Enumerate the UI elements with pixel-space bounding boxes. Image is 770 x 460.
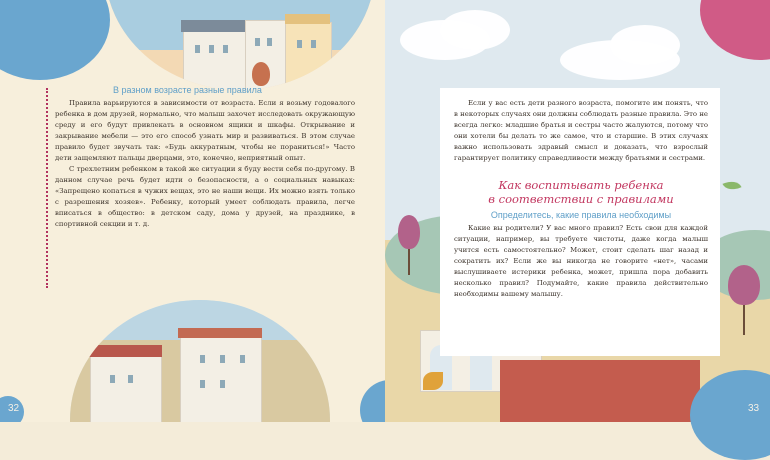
page-number: 32 — [8, 403, 20, 414]
left-page — [0, 0, 385, 422]
tree-icon — [728, 265, 760, 305]
body-paragraph: Правила варьируются в зависимости от возраста. Если я возьму годовалого ребенка в дом друзей, нормально, что малыш захочет исследовать окружающую среду и его будут привлекать в основном ящики и шкафы. Открывание и закрывание мебели — это его способ узнать мир и развиваться. В этом случае правило будет звучать так: «Будь аккуратным, чтобы не пораниться!» Часто дети защемляют пальцы дверцами, это, конечно, неприятный опыт. — [55, 99, 355, 162]
intro-paragraph: Если у вас есть дети разного возраста, помогите им понять, что в некоторых случаях они должны соблюдать разные правила. Это не всегда легко: младшие братья и сестры часто жалуются, потому что они хотели бы делать то же самое, что и старшие. В этих случаях важно использовать здравый смысл и доказать, что взрослый гарантирует политику справедливости между братьями и сестрами. — [454, 99, 708, 162]
town-illustration-top — [105, 0, 375, 90]
dotted-rule — [46, 88, 48, 288]
decorative-blue-shape — [360, 380, 385, 422]
section-heading — [454, 178, 708, 206]
page-number: 33 — [748, 403, 760, 414]
town-illustration-bottom — [70, 300, 330, 422]
left-text-column — [55, 85, 355, 230]
tree-icon — [252, 62, 270, 86]
section-title: В разном возрасте разные правила — [113, 85, 262, 95]
leaf-icon — [423, 372, 443, 390]
sub-heading: Определитесь, какие правила необходимы — [490, 210, 672, 220]
decorative-blue-shape — [0, 0, 110, 80]
section-heading-line2: в соответствии с правилами — [488, 192, 674, 206]
red-roof — [500, 360, 700, 422]
body-paragraph: Какие вы родители? У вас много правил? Есть свои для каждой ситуации, например, вы требуете чистоты, даже когда малыш учится есть самостоятельно? Может, стоит сделать шаг назад и сократить их? Если же вы никогда не говорите «нет», часами выслушиваете истерики ребенка, может, пришла пора добавить несколько правил? Подумайте, какие правила действительно необходимы вашему малышу. — [454, 224, 708, 298]
body-paragraph: С трехлетним ребенком в такой же ситуации я буду вести себя по-другому. В данном случае речь будет идти о безопасности, а о социальных навыках: «Запрещено копаться в чужих вещах, это не наши вещи. Их можно взять только с разрешения хозяев». Ребенку, который умеет соблюдать правила, легче вписаться в общество: в детском саду, дома у друзей, на празднике, в спортивной секции и т. д. — [55, 165, 355, 228]
cloud-shape — [440, 10, 510, 50]
right-text-box — [440, 88, 720, 356]
section-heading-line1: Как воспитывать ребенка — [498, 178, 664, 192]
cloud-shape — [610, 25, 680, 65]
tree-trunk — [408, 245, 410, 275]
tree-icon — [398, 215, 420, 249]
